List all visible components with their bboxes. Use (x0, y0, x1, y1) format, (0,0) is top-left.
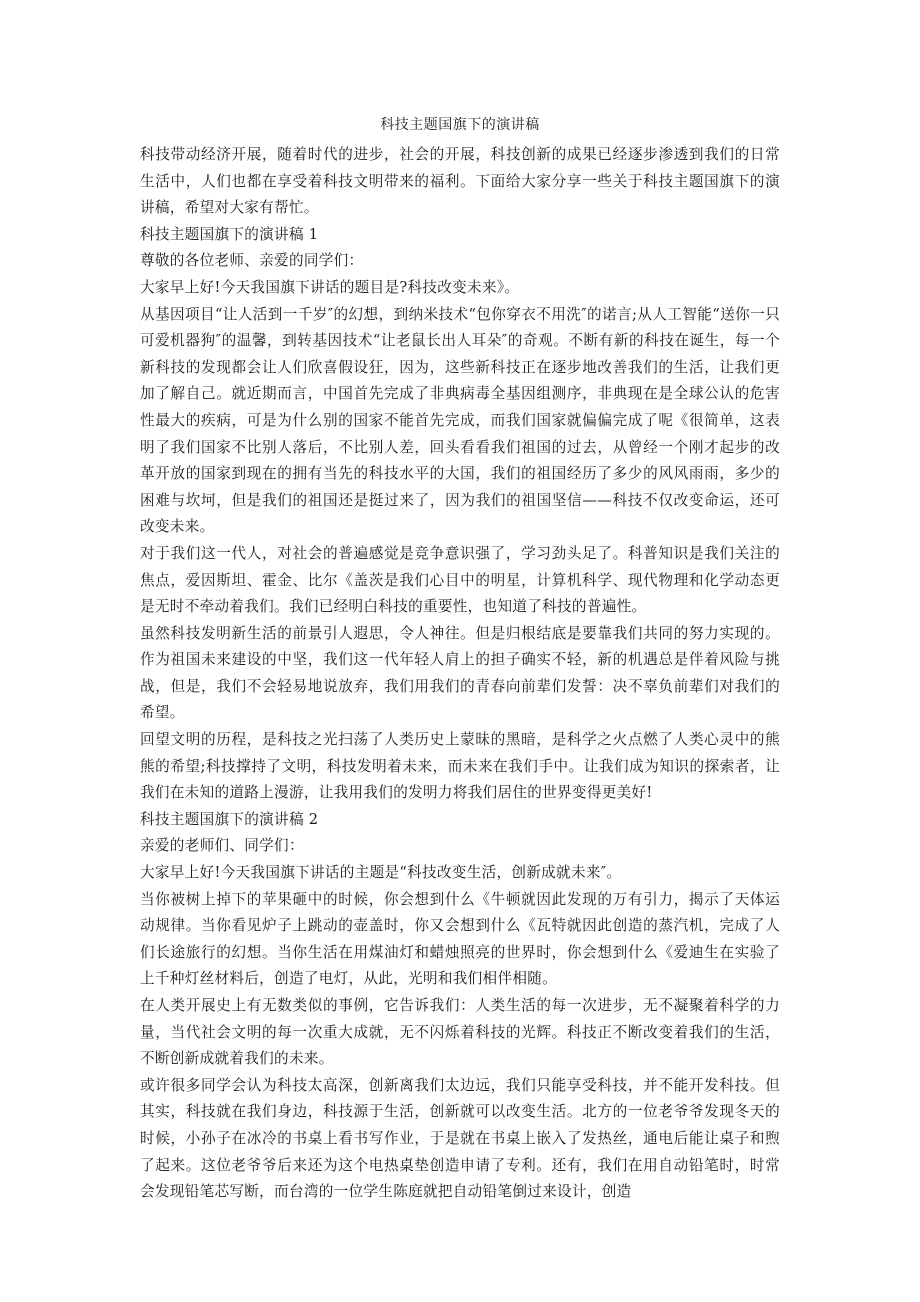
paragraph: 在人类开展史上有无数类似的事例，它告诉我们：人类生活的每一次进步，无不凝聚着科学的力量，当代社会文明的每一次重大成就，无不闪烁着科技的光辉。科技正不断改变着我们的生活，不断创新成就着我们的未来。 (140, 997, 780, 1068)
paragraph: 回望文明的历程，是科技之光扫荡了人类历史上蒙昧的黑暗，是科学之火点燃了人类心灵中的熊熊的希望;科技撑持了文明，科技发明着未来，而未来在我们手中。让我们成为知识的探索者，让我们在未知的道路上漫游，让我用我们的发明力将我们居住的世界变得更美好! (140, 731, 780, 802)
paragraph: 虽然科技发明新生活的前景引人遐思，令人神往。但是归根结底是要靠我们共同的努力实现的。作为祖国未来建设的中坚，我们这一代年轻人肩上的担子确实不轻，新的机遇总是伴着风险与挑战，但是，我们不会轻易地说放弃，我们用我们的青春向前辈们发誓：决不辜负前辈们对我们的希望。 (140, 624, 780, 722)
section-heading-2: 科技主题国旗下的演讲稿 2 (140, 810, 319, 828)
paragraph: 对于我们这一代人，对社会的普遍感觉是竞争意识强了，学习劲头足了。科普知识是我们关注的焦点，爱因斯坦、霍金、比尔《盖茨是我们心目中的明星，计算机科学、现代物理和化学动态更是无时不牵动着我们。我们已经明白科技的重要性，也知道了科技的普遍性。 (140, 544, 780, 616)
paragraph: 或许很多同学会认为科技太高深，创新离我们太边远，我们只能享受科技，并不能开发科技。但其实，科技就在我们身边，科技源于生活，创新就可以改变生活。北方的一位老爷爷发现冬天的时候，小孙子在冰冷的书桌上看书写作业，于是就在书桌上嵌入了发热丝，通电后能让桌子和煦了起来。这位老爷爷后来还为这个电热桌垫创造申请了专利。还有，我们在用自动铅笔时，时常会发现铅笔芯写断，而台湾的一位学生陈庭就把自动铅笔倒过来设计，创造 (140, 1076, 780, 1201)
paragraph: 当你被树上掉下的苹果砸中的时候，你会想到什么《牛顿就因此发现的万有引力，揭示了天体运动规律。当你看见炉子上跳动的壶盖时，你又会想到什么《瓦特就因此创造的蒸汽机，完成了人们长途旅行的幻想。当你生活在用煤油灯和蜡烛照亮的世界时，你会想到什么《爱迪生在实验了上千种灯丝材料后，创造了电灯，从此，光明和我们相伴相随。 (140, 890, 780, 988)
paragraph: 大家早上好!今天我国旗下讲话的题目是?科技改变未来》。 (140, 278, 520, 296)
paragraph-intro: 科技带动经济开展，随着时代的进步，社会的开展，科技创新的成果已经逐步渗透到我们的日常生活中，人们也都在享受着科技文明带来的福利。下面给大家分享一些关于科技主题国旗下的演讲稿，希望对大家有帮忙。 (140, 146, 780, 217)
salutation-1: 尊敬的各位老师、亲爱的同学们： (140, 252, 364, 270)
salutation-2: 亲爱的老师们、同学们： (140, 837, 304, 855)
document-page (140, 112, 780, 1206)
paragraph: 大家早上好!今天我国旗下讲话的主题是“科技改变生活，创新成就未来″。 (140, 864, 622, 882)
document-title: 科技主题国旗下的演讲稿 (380, 117, 540, 133)
paragraph: 从基因项目“让人活到一千岁″的幻想，到纳米技术“包你穿衣不用洗″的诺言;从人工智能“送你一只可爱机器狗″的温馨，到转基因技术“让老鼠长出人耳朵″的奇观。不断有新的科技在诞生，每一个新科技的发现都会让人们欣喜假设狂，因为，这些新科技正在逐步地改善我们的生活，让我们更加了解自己。就近期而言，中国首先完成了非典病毒全基因组测序，非典现在是全球公认的危害性最大的疾病，可是为什么别的国家不能首先完成，而我们国家就偏偏完成了呢《很简单，这表明了我们国家不比别人落后，不比别人差，回头看看我们祖国的过去，从曾经一个刚才起步的改革开放的国家到现在的拥有当先的科技水平的大国，我们的祖国经历了多少的风风雨雨，多少的困难与坎坷，但是我们的祖国还是挺过来了，因为我们的祖国坚信——科技不仅改变命运，还可改变未来。 (140, 305, 780, 536)
section-heading-1: 科技主题国旗下的演讲稿 1 (140, 225, 319, 243)
